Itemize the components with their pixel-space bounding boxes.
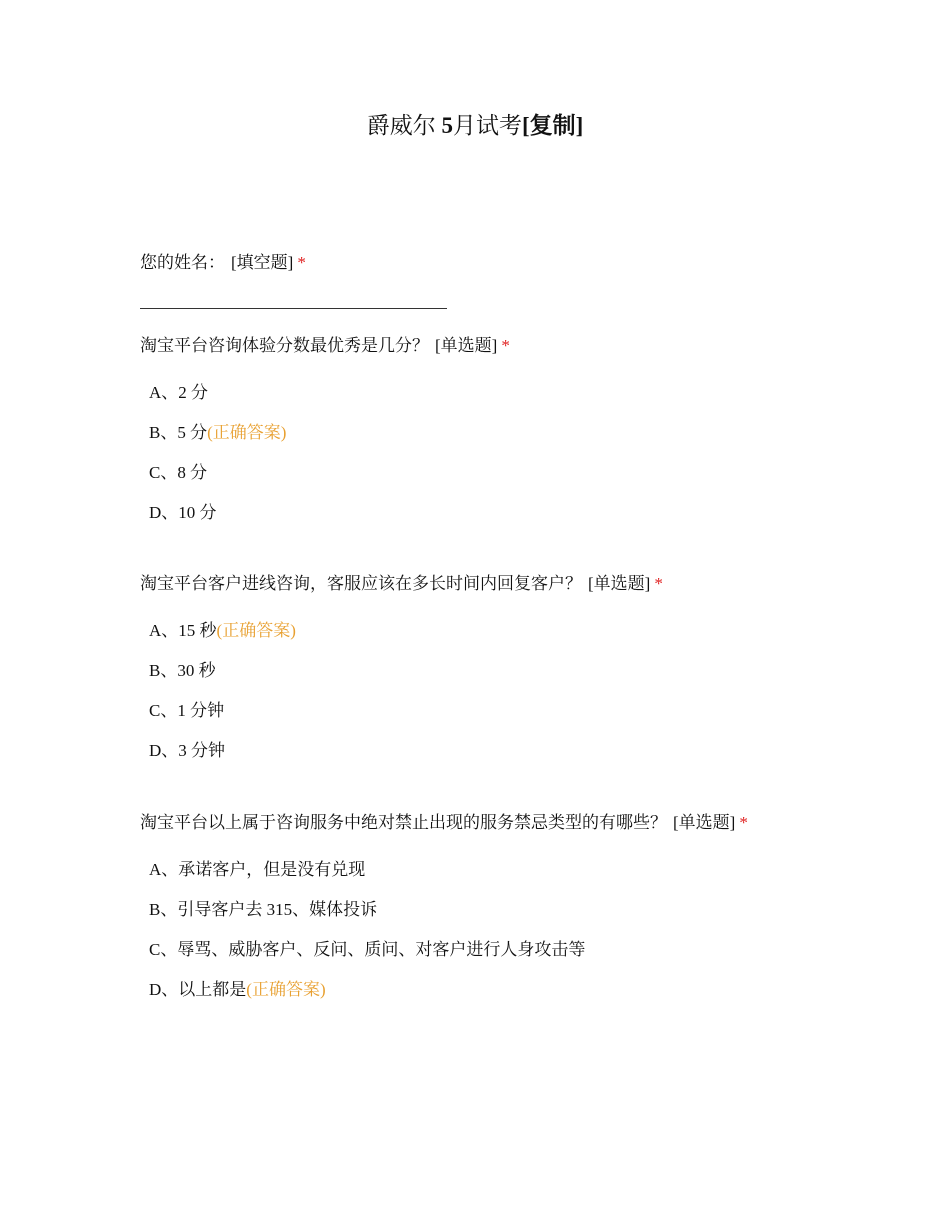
- required-mark: *: [297, 253, 306, 272]
- option-a[interactable]: A、2 分: [149, 383, 209, 402]
- option-a[interactable]: A、15 秒(正确答案): [149, 621, 296, 640]
- question-title: [140, 248, 840, 278]
- options-list: [140, 373, 840, 533]
- name-answer-line[interactable]: [140, 308, 447, 309]
- correct-answer-label: (正确答案): [207, 423, 287, 442]
- question-text: 淘宝平台以上属于咨询服务中绝对禁止出现的服务禁忌类型的有哪些？: [140, 813, 667, 832]
- question-3: [140, 569, 840, 771]
- question-4: [140, 808, 840, 1010]
- required-mark: *: [501, 336, 510, 355]
- survey-title: [0, 110, 950, 142]
- option-a[interactable]: A、承诺客户，但是没有兑现: [149, 860, 366, 879]
- question-2: [140, 331, 840, 533]
- option-b[interactable]: B、30 秒: [149, 661, 216, 680]
- question-name: [140, 248, 840, 309]
- option-d[interactable]: D、3 分钟: [149, 741, 226, 760]
- question-title: [140, 569, 840, 599]
- options-list: [140, 850, 840, 1010]
- question-type: [单选题]: [673, 813, 736, 832]
- survey-content: [140, 248, 840, 1010]
- option-c[interactable]: C、8 分: [149, 463, 208, 482]
- question-text: 淘宝平台咨询体验分数最优秀是几分？: [140, 336, 429, 355]
- option-d[interactable]: D、以上都是(正确答案): [149, 980, 326, 999]
- question-title: [140, 331, 840, 361]
- question-text: 您的姓名：: [140, 253, 225, 272]
- question-type: [单选题]: [588, 574, 651, 593]
- title-suffix: [复制]: [521, 113, 584, 138]
- option-b[interactable]: B、5 分(正确答案): [149, 423, 287, 442]
- required-mark: *: [654, 574, 663, 593]
- correct-answer-label: (正确答案): [216, 621, 296, 640]
- option-d[interactable]: D、10 分: [149, 503, 217, 522]
- title-mid: 月试考: [452, 113, 522, 138]
- required-mark: *: [739, 813, 748, 832]
- title-prefix: 爵威尔: [366, 113, 436, 138]
- option-c[interactable]: C、1 分钟: [149, 701, 225, 720]
- options-list: [140, 611, 840, 771]
- question-text: 淘宝平台客户进线咨询，客服应该在多长时间内回复客户？: [140, 574, 582, 593]
- correct-answer-label: (正确答案): [246, 980, 326, 999]
- title-number: 5: [441, 113, 453, 138]
- question-type: [单选题]: [435, 336, 498, 355]
- question-title: [140, 808, 840, 838]
- option-c[interactable]: C、辱骂、威胁客户、反问、质问、对客户进行人身攻击等: [149, 940, 586, 959]
- option-b[interactable]: B、引导客户去 315、媒体投诉: [149, 900, 378, 919]
- question-type: [填空题]: [231, 253, 294, 272]
